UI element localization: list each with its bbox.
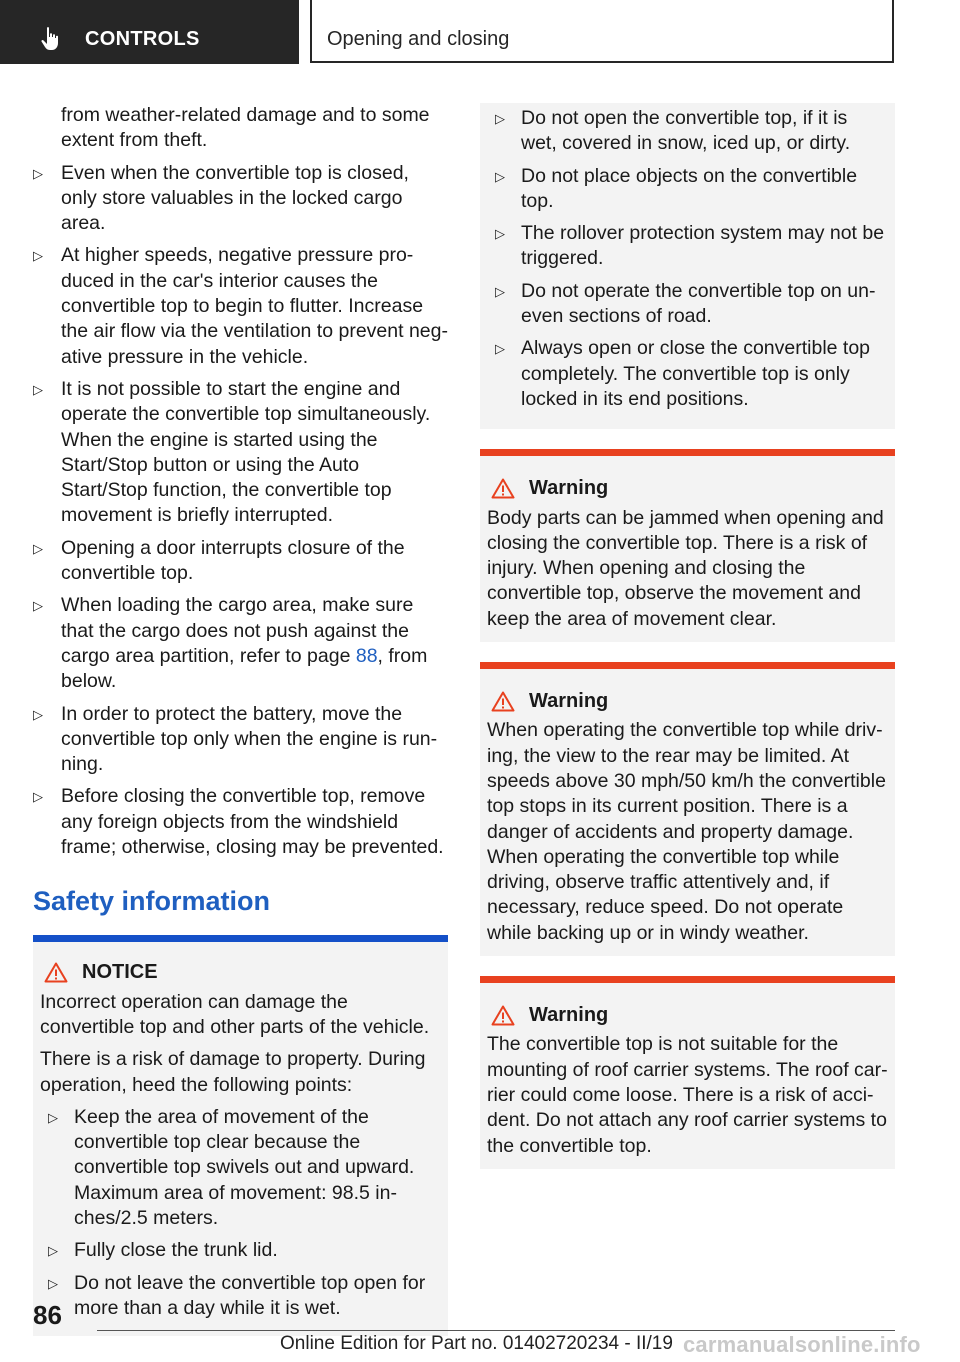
- section-label: CONTROLS: [85, 28, 200, 50]
- left-column: [33, 103, 448, 1336]
- list-item: ▷ Fully close the trunk lid.: [48, 1238, 441, 1263]
- warning-title: Warning: [529, 690, 609, 713]
- notice-box-continued: [480, 103, 895, 429]
- list-item: ▷ Do not place objects on the convertible top.: [495, 164, 888, 215]
- list-item: ▷ Even when the convertible top is closed, only store valuables in the locked cargo area.: [33, 161, 448, 237]
- section-title: Safety information: [33, 885, 448, 942]
- warning-triangle-icon: [491, 1005, 515, 1026]
- section-tab: [0, 0, 299, 64]
- page-88-link[interactable]: 88: [355, 644, 378, 667]
- notice-paragraph: Incorrect operation can damage the convertible top and other parts of the vehicle.: [40, 990, 430, 1038]
- cargo-text-after: , from below.: [61, 644, 428, 693]
- warning-text: Body parts can be jammed when opening and closing the convertible top. There is a risk of injury. When opening and closing the convertible top, observe the movement and keep the area of movement clear.: [487, 506, 884, 630]
- warning-box: [480, 976, 895, 1169]
- warning-triangle-icon: [44, 962, 68, 983]
- warning-header: [487, 476, 888, 501]
- notice-bullet-list: [40, 1105, 441, 1321]
- list-item: ▷ At higher speeds, negative pressure produced in the car's interior causes the convertible top to begin to flutter. Increase the air flow via the ventilation to prevent negative pressure in the vehicle.: [33, 243, 448, 369]
- notice-box: [33, 942, 448, 1336]
- notice-paragraph: There is a risk of damage to property. During operation, heed the following points:: [40, 1048, 426, 1096]
- warning-text: The convertible top is not suitable for the mounting of roof carrier systems. The roof carrier could come loose. There is a risk of accident. Do not attach any roof carrier systems to the convertible top.: [487, 1033, 888, 1157]
- warning-title: Warning: [529, 477, 609, 500]
- list-item: ▷ Before closing the convertible top, remove any foreign objects from the windshield frame; otherwise, closing may be prevented.: [33, 784, 448, 860]
- list-item: ▷ Opening a door interrupts closure of the convertible top.: [33, 536, 448, 587]
- right-column: [480, 103, 895, 1169]
- cargo-text-before: When loading the cargo area, make sure that the cargo does not push against the cargo area partition, refer to page: [61, 594, 414, 667]
- warning-triangle-icon: [491, 478, 515, 499]
- warning-text: When operating the convertible top while driving, the view to the rear may be limited. At speeds above 30 mph/50 km/h the convertible top stops in its current position. There is a danger of accidents and property damage. When operating the convertible top while driving, observe traffic attentively and, if necessary, reduce speed. Do not operate while backing up or in windy weather.: [487, 719, 886, 944]
- list-item: ▷ In order to protect the battery, move the convertible top only when the engine is running.: [33, 702, 448, 778]
- list-item: ▷ Do not leave the convertible top open for more than a day while it is wet.: [48, 1271, 441, 1322]
- warning-title: Warning: [529, 1004, 609, 1027]
- page-number: 86: [33, 1300, 62, 1330]
- list-item: [33, 593, 448, 694]
- bullet-list: [33, 161, 448, 861]
- hand-pointer-icon: [40, 26, 64, 52]
- warning-box: [480, 449, 895, 642]
- notice-header: [40, 960, 441, 985]
- warning-header: [487, 689, 888, 714]
- watermark: carmanualsonline.info: [683, 1332, 921, 1357]
- continuation-text: from weather-related damage and to some extent from theft.: [61, 104, 430, 152]
- chapter-tab: [310, 0, 894, 63]
- list-item: ▷ The rollover protection system may not be triggered.: [495, 221, 888, 272]
- edition-text: Online Edition for Part no. 01402720234 - II/19: [280, 1333, 673, 1354]
- warning-box: [480, 662, 895, 956]
- list-item: ▷ It is not possible to start the engine and operate the convertible top simultaneously. When the engine is started using the Start/Stop button or using the Auto Start/Stop function, the convertible top movement is briefly interrupted.: [33, 377, 448, 529]
- warning-header: [487, 1003, 888, 1028]
- notice-bullet-list-continued: [487, 106, 888, 412]
- list-item: ▷ Do not open the convertible top, if it is wet, covered in snow, iced up, or dirty.: [495, 106, 888, 157]
- list-item: ▷ Always open or close the convertible top completely. The convertible top is only locked in its end positions.: [495, 336, 888, 412]
- list-item: ▷ Keep the area of movement of the convertible top clear because the convertible top swivels out and upward. Maximum area of movement: 98.5 inches/2.5 meters.: [48, 1105, 441, 1231]
- list-item: ▷ Do not operate the convertible top on uneven sections of road.: [495, 279, 888, 330]
- footer-divider: [97, 1330, 895, 1331]
- notice-title: NOTICE: [82, 961, 158, 984]
- warning-triangle-icon: [491, 691, 515, 712]
- chapter-label: Opening and closing: [327, 28, 510, 50]
